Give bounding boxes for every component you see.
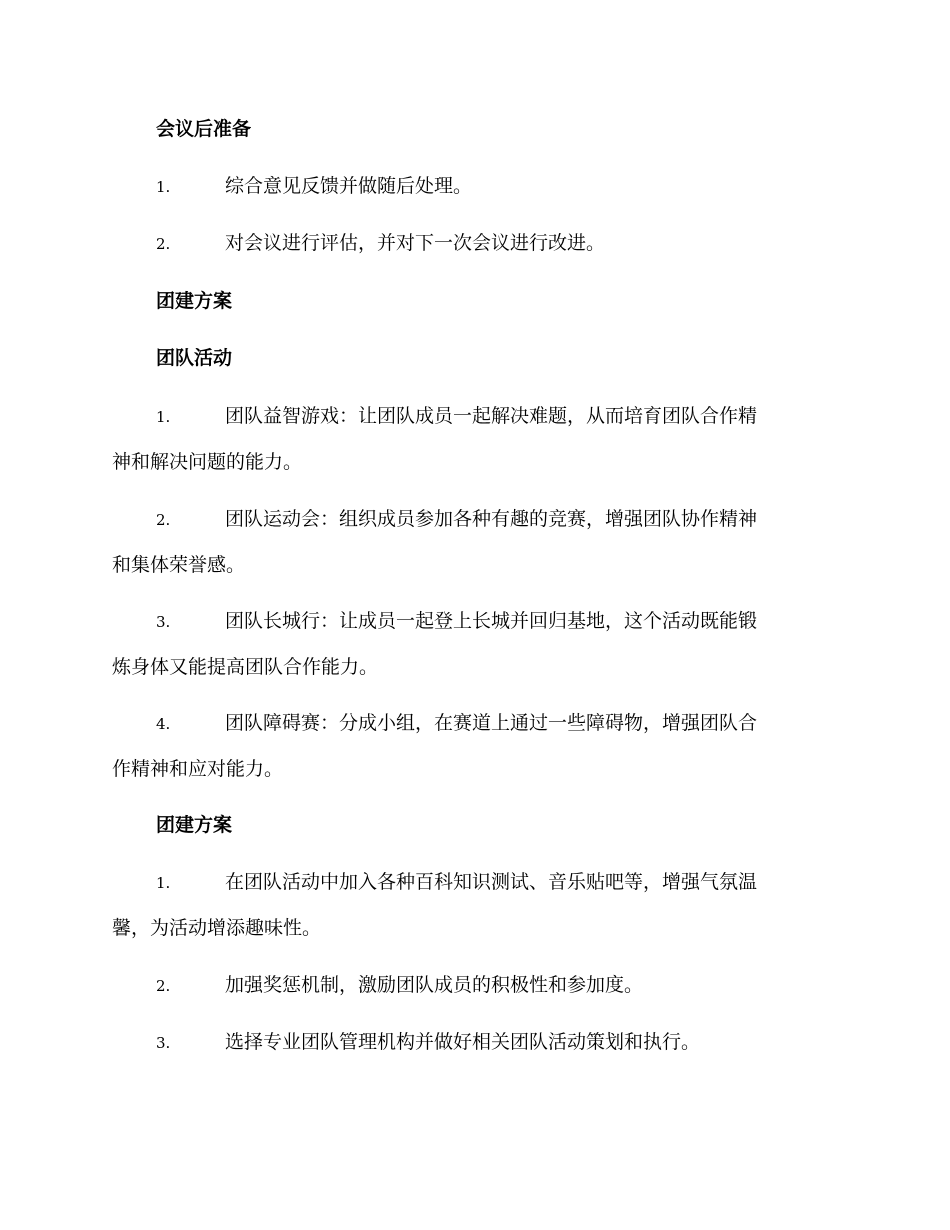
- item-text: 团队长城行：让成员一起登上长城并回归基地，这个活动既能锻: [225, 610, 758, 632]
- item-number: 1.: [156, 874, 171, 892]
- list-item: [112, 220, 834, 266]
- list-item: [112, 496, 834, 588]
- item-number: 2.: [156, 511, 171, 529]
- item-text-continued: 作精神和应对能力。: [112, 758, 284, 780]
- section-heading: 团建方案: [156, 290, 233, 312]
- item-number: 3.: [156, 1034, 171, 1052]
- item-text-continued: 和集体荣誉感。: [112, 554, 246, 576]
- item-number: 3.: [156, 613, 171, 631]
- item-number: 4.: [156, 715, 171, 733]
- item-number: 1.: [156, 178, 171, 196]
- item-text: 团队益智游戏：让团队成员一起解决难题，从而培育团队合作精: [225, 405, 758, 427]
- item-number: 2.: [156, 235, 171, 253]
- section-heading: 团建方案: [156, 814, 233, 836]
- item-text: 团队障碍赛：分成小组，在赛道上通过一些障碍物，增强团队合: [225, 712, 758, 734]
- item-text: 团队运动会：组织成员参加各种有趣的竞赛，增强团队协作精神: [225, 508, 758, 530]
- list-item: [112, 1019, 834, 1065]
- list-item: [112, 700, 834, 792]
- item-text-continued: 馨，为活动增添趣味性。: [112, 917, 322, 939]
- item-text: 加强奖惩机制，激励团队成员的积极性和参加度。: [225, 974, 644, 996]
- section-heading: 团队活动: [156, 347, 233, 369]
- item-text-continued: 神和解决问题的能力。: [112, 451, 303, 473]
- item-text: 综合意见反馈并做随后处理。: [225, 175, 473, 197]
- item-text: 对会议进行评估，并对下一次会议进行改进。: [225, 232, 606, 254]
- item-text: 选择专业团队管理机构并做好相关团队活动策划和执行。: [225, 1031, 701, 1053]
- list-item: [112, 962, 834, 1008]
- list-item: [112, 163, 834, 209]
- item-number: 2.: [156, 977, 171, 995]
- section-heading: 会议后准备: [156, 118, 252, 140]
- list-item: [112, 598, 834, 690]
- item-text-continued: 炼身体又能提高团队合作能力。: [112, 656, 379, 678]
- item-number: 1.: [156, 408, 171, 426]
- item-text: 在团队活动中加入各种百科知识测试、音乐贴吧等，增强气氛温: [225, 871, 758, 893]
- list-item: [112, 393, 834, 485]
- list-item: [112, 859, 834, 951]
